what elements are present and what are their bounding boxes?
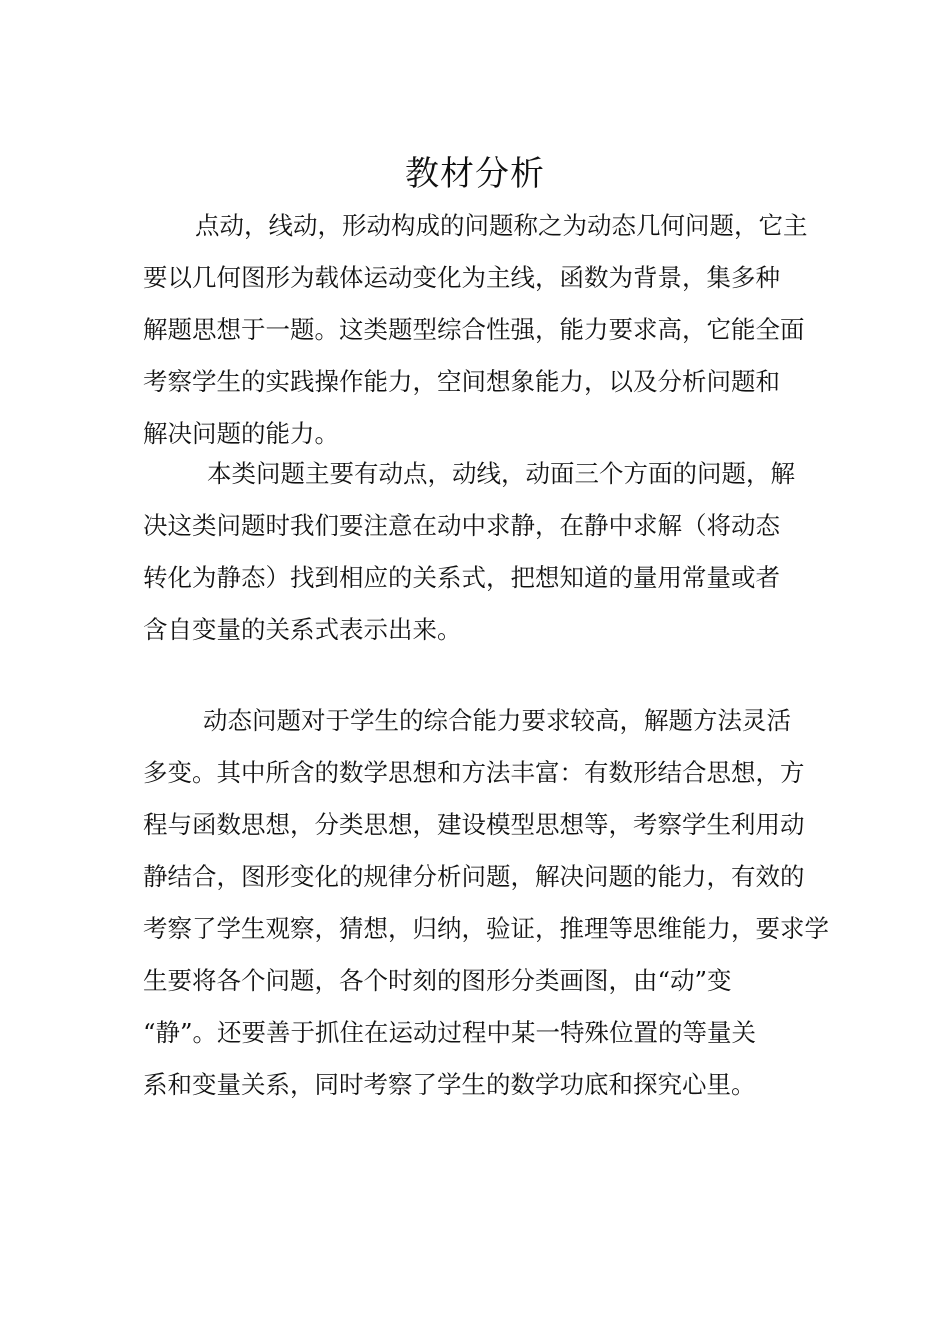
paragraph-line: 考察学生的实践操作能力，空间想象能力，以及分析问题和	[143, 367, 780, 396]
paragraph-3	[143, 695, 829, 1111]
paragraph-line: 本类问题主要有动点，动线，动面三个方面的问题，解	[207, 459, 795, 488]
paragraph-line: 静结合，图形变化的规律分析问题，解决问题的能力，有效的	[143, 862, 805, 891]
paragraph-line: 转化为静态）找到相应的关系式，把想知道的量用常量或者	[143, 563, 780, 592]
paragraph-line: 解题思想于一题。这类题型综合性强，能力要求高，它能全面	[143, 315, 805, 344]
paragraph-line: 点动，线动，形动构成的问题称之为动态几何问题，它主	[195, 211, 808, 240]
paragraph-line: “静”。还要善于抓住在运动过程中某一特殊位置的等量关	[143, 1018, 757, 1047]
paragraph-line: 动态问题对于学生的综合能力要求较高，解题方法灵活	[203, 706, 791, 735]
paragraph-line: 程与函数思想，分类思想，建设模型思想等，考察学生利用动	[143, 810, 805, 839]
paragraph-line: 生要将各个问题，各个时刻的图形分类画图，由“动”变	[143, 966, 732, 995]
paragraph-line: 考察了学生观察，猜想，归纳，验证，推理等思维能力，要求学	[143, 914, 829, 943]
paragraph-line: 含自变量的关系式表示出来。	[143, 615, 462, 644]
paragraph-2	[143, 448, 808, 656]
paragraph-1	[143, 200, 808, 460]
page-title: 教材分析	[405, 154, 545, 194]
paragraph-line: 解决问题的能力。	[143, 419, 339, 448]
paragraph-line: 系和变量关系，同时考察了学生的数学功底和探究心里。	[143, 1070, 756, 1099]
paragraph-line: 多变。其中所含的数学思想和方法丰富：有数形结合思想，方	[143, 758, 805, 787]
paragraph-line: 要以几何图形为载体运动变化为主线，函数为背景，集多种	[143, 263, 780, 292]
paragraph-line: 决这类问题时我们要注意在动中求静，在静中求解（将动态	[143, 511, 780, 540]
